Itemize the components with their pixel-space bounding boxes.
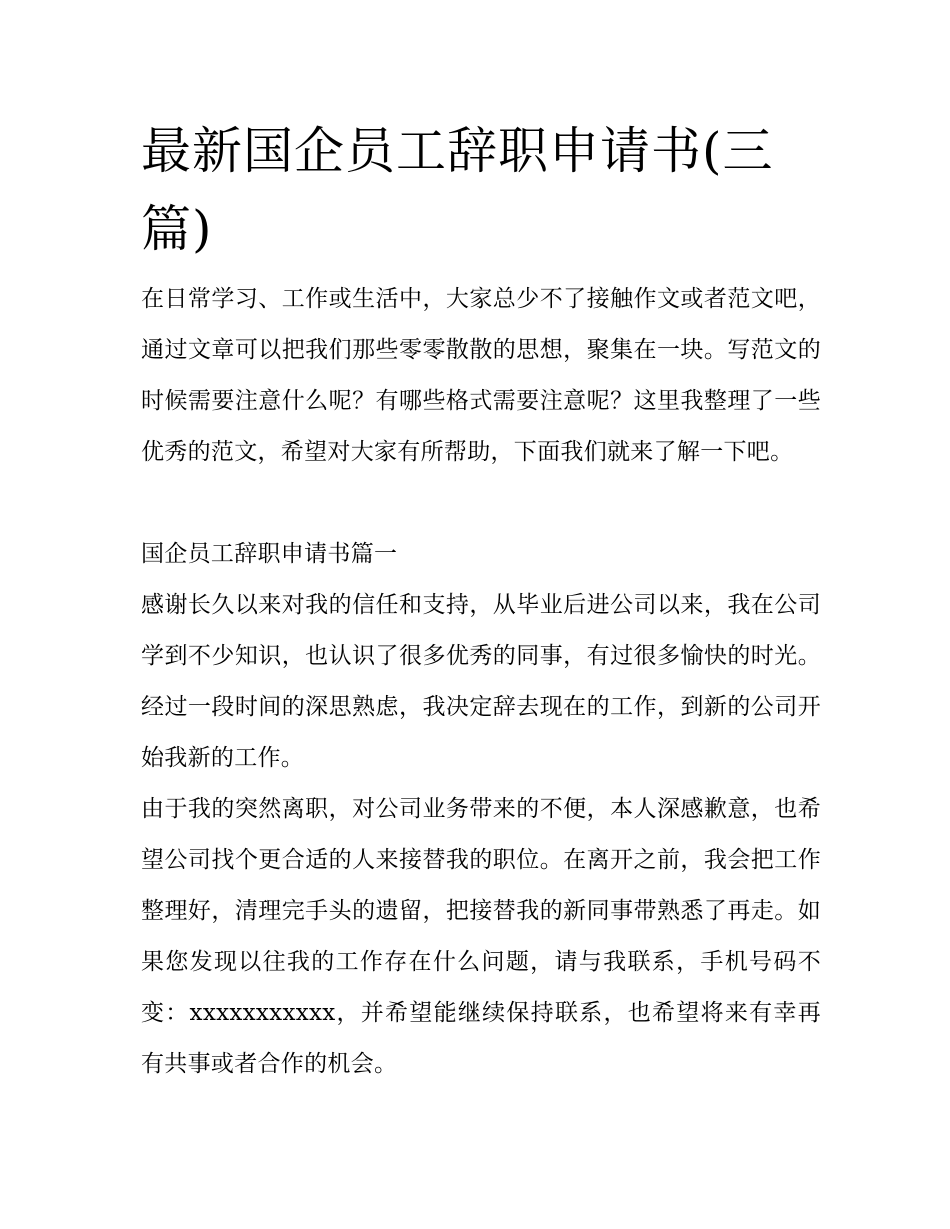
intro-paragraph: 在日常学习、工作或生活中，大家总少不了接触作文或者范文吧，通过文章可以把我们那些零零散散的思想，聚集在一块。写范文的时候需要注意什么呢？有哪些格式需要注意呢？这里我整理了一些优秀的范文，希望对大家有所帮助，下面我们就来了解一下吧。 <box>141 286 821 465</box>
document-title: 最新国企员工辞职申请书(三篇) <box>141 122 774 258</box>
section-heading: 国企员工辞职申请书篇一 <box>141 541 398 567</box>
body-paragraph-2: 由于我的突然离职，对公司业务带来的不便，本人深感歉意，也希望公司找个更合适的人来接替我的职位。在离开之前，我会把工作整理好，清理完手头的遗留，把接替我的新同事带熟悉了再走。如果您发现以往我的工作存在什么问题，请与我联系，手机号码不变：xxxxxxxxxxx，并希望能继续保持联系，也希望将来有幸再有共事或者合作的机会。 <box>141 796 821 1077</box>
body-paragraph-1: 感谢长久以来对我的信任和支持，从毕业后进公司以来，我在公司学到不少知识，也认识了很多优秀的同事，有过很多愉快的时光。经过一段时间的深思熟虑，我决定辞去现在的工作，到新的公司开始我新的工作。 <box>141 592 821 771</box>
